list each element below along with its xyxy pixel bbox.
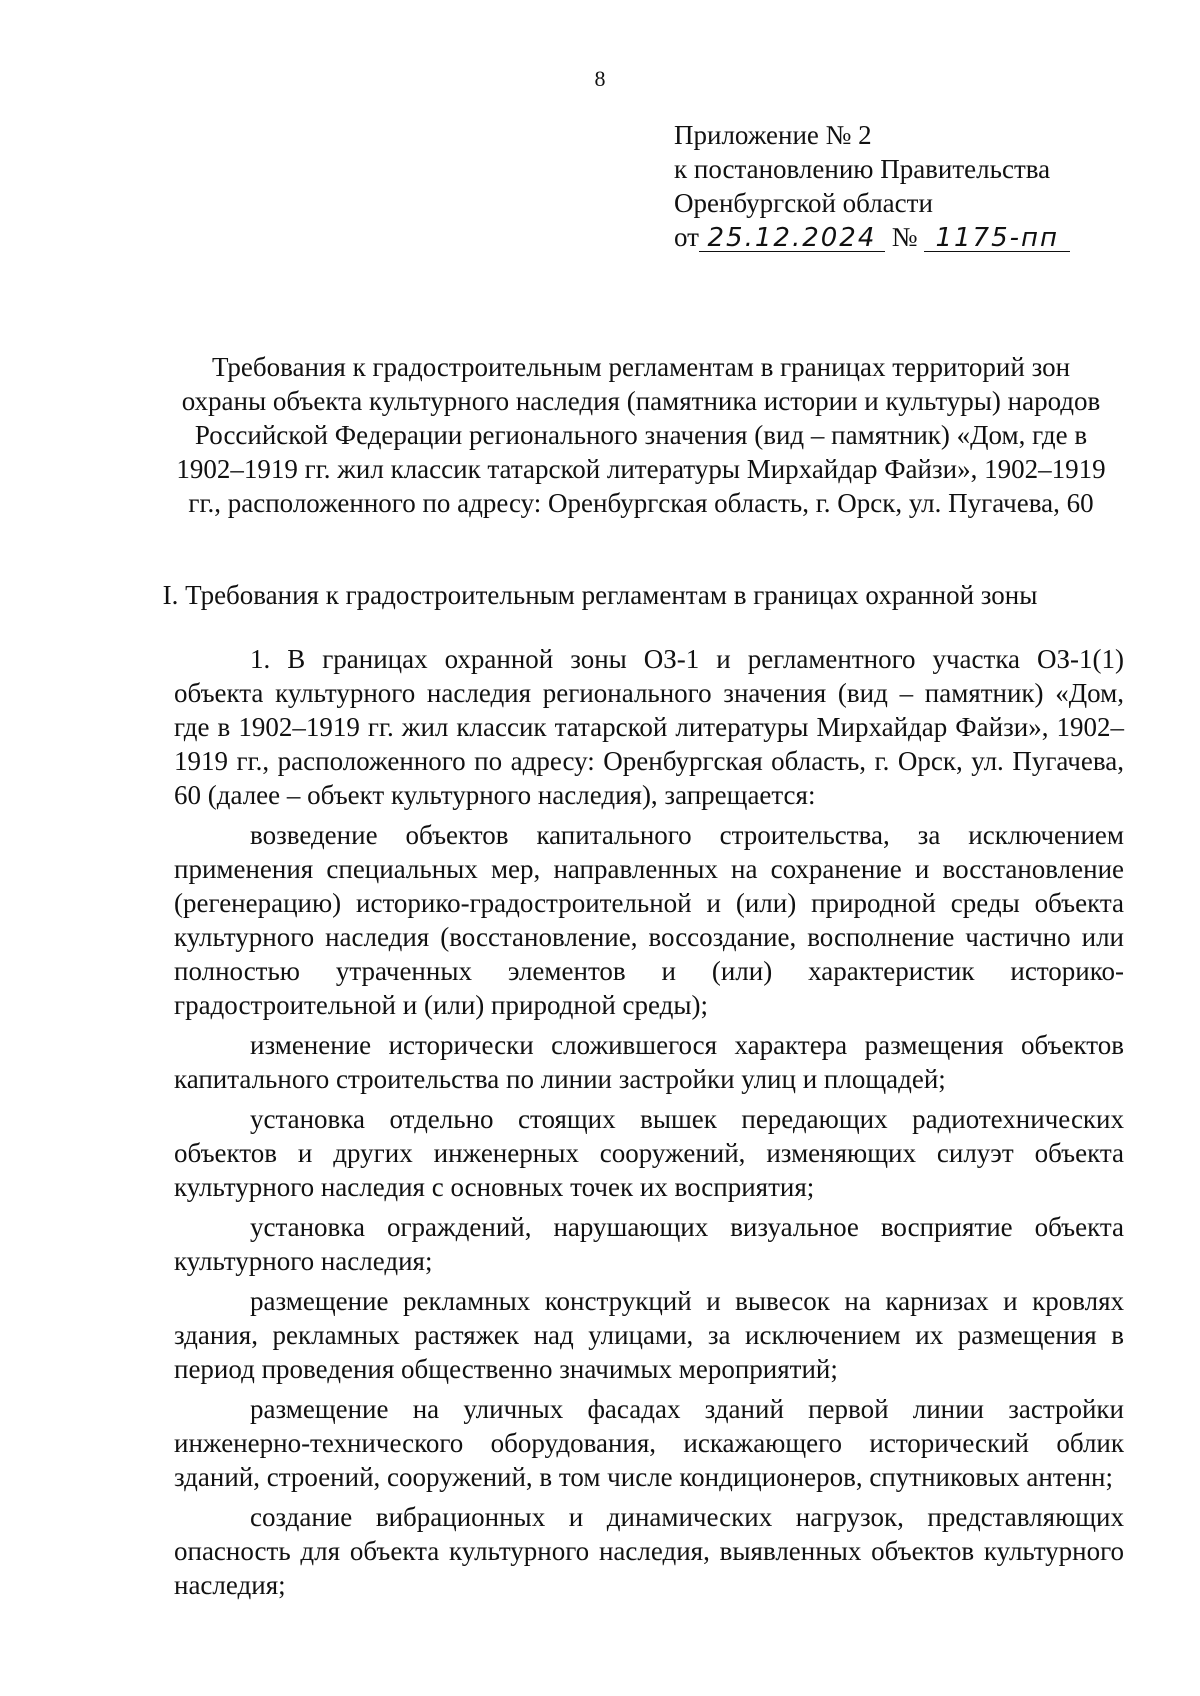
handwritten-number: 1175-пп bbox=[924, 225, 1070, 252]
paragraph: 1. В границах охранной зоны ОЗ-1 и регламентного участка ОЗ-1(1) объекта культурного наследия регионального значения (вид – памятник) «Дом, где в 1902–1919 гг. жил классик татарской литературы Мирхайдар Файзи», 1902–1919 гг., расположенного по адресу: Оренбургская область, г. Орск, ул. Пугачева, 60 (далее – объект культурного наследия), запрещается: bbox=[174, 644, 1124, 810]
paragraph: установка отдельно стоящих вышек передающих радиотехнических объектов и других инженерных сооружений, изменяющих силуэт объекта культурного наследия с основных точек их восприятия; bbox=[174, 1104, 1124, 1202]
appendix-number: Приложение № 2 bbox=[674, 120, 872, 150]
page-number: 8 bbox=[594, 66, 606, 91]
document-title: Требования к градостроительным регламентам в границах территорий зон охраны объекта культурного наследия (памятника истории и культуры) народов Российской Федерации регионального значения (вид – памятник) «Дом, где в 1902–1919 гг. жил классик татарской литературы Мирхайдар Файзи», 1902–1919 гг., расположенного по адресу: Оренбургская область, г. Орск, ул. Пугачева, 60 bbox=[176, 352, 1106, 518]
number-prefix: № bbox=[891, 222, 918, 252]
paragraph: размещение рекламных конструкций и вывесок на карнизах и кровлях здания, рекламных растяжек над улицами, за исключением их размещения в период проведения общественно значимых мероприятий; bbox=[174, 1286, 1124, 1384]
paragraph: размещение на уличных фасадах зданий первой линии застройки инженерно-технического оборудования, искажающего исторический облик зданий, строений, сооружений, в том числе кондиционеров, спутниковых антенн; bbox=[174, 1394, 1124, 1492]
document-body bbox=[174, 642, 1124, 1602]
section-title: I. Требования к градостроительным регламентам в границах охранной зоны bbox=[162, 580, 1038, 610]
appendix-header bbox=[674, 118, 1070, 254]
paragraph: изменение исторически сложившегося характера размещения объектов капитального строительства по линии застройки улиц и площадей; bbox=[174, 1030, 1124, 1094]
appendix-region: Оренбургской области bbox=[674, 188, 933, 218]
handwritten-date: 25.12.2024 bbox=[699, 225, 885, 252]
appendix-date-line bbox=[674, 220, 1070, 254]
paragraph: создание вибрационных и динамических нагрузок, представляющих опасность для объекта культурного наследия, выявленных объектов культурного наследия; bbox=[174, 1502, 1124, 1600]
date-prefix: от bbox=[674, 222, 699, 252]
paragraph: возведение объектов капитального строительства, за исключением применения специальных мер, направленных на сохранение и восстановление (регенерацию) историко-градостроительной и (или) природной среды объекта культурного наследия (восстановление, воссоздание, восполнение частично или полностью утраченных элементов и (или) характеристик историко-градостроительной и (или) природной среды); bbox=[174, 820, 1124, 1020]
appendix-resolution-ref: к постановлению Правительства bbox=[674, 154, 1051, 184]
paragraph: установка ограждений, нарушающих визуальное восприятие объекта культурного наследия; bbox=[174, 1212, 1124, 1276]
